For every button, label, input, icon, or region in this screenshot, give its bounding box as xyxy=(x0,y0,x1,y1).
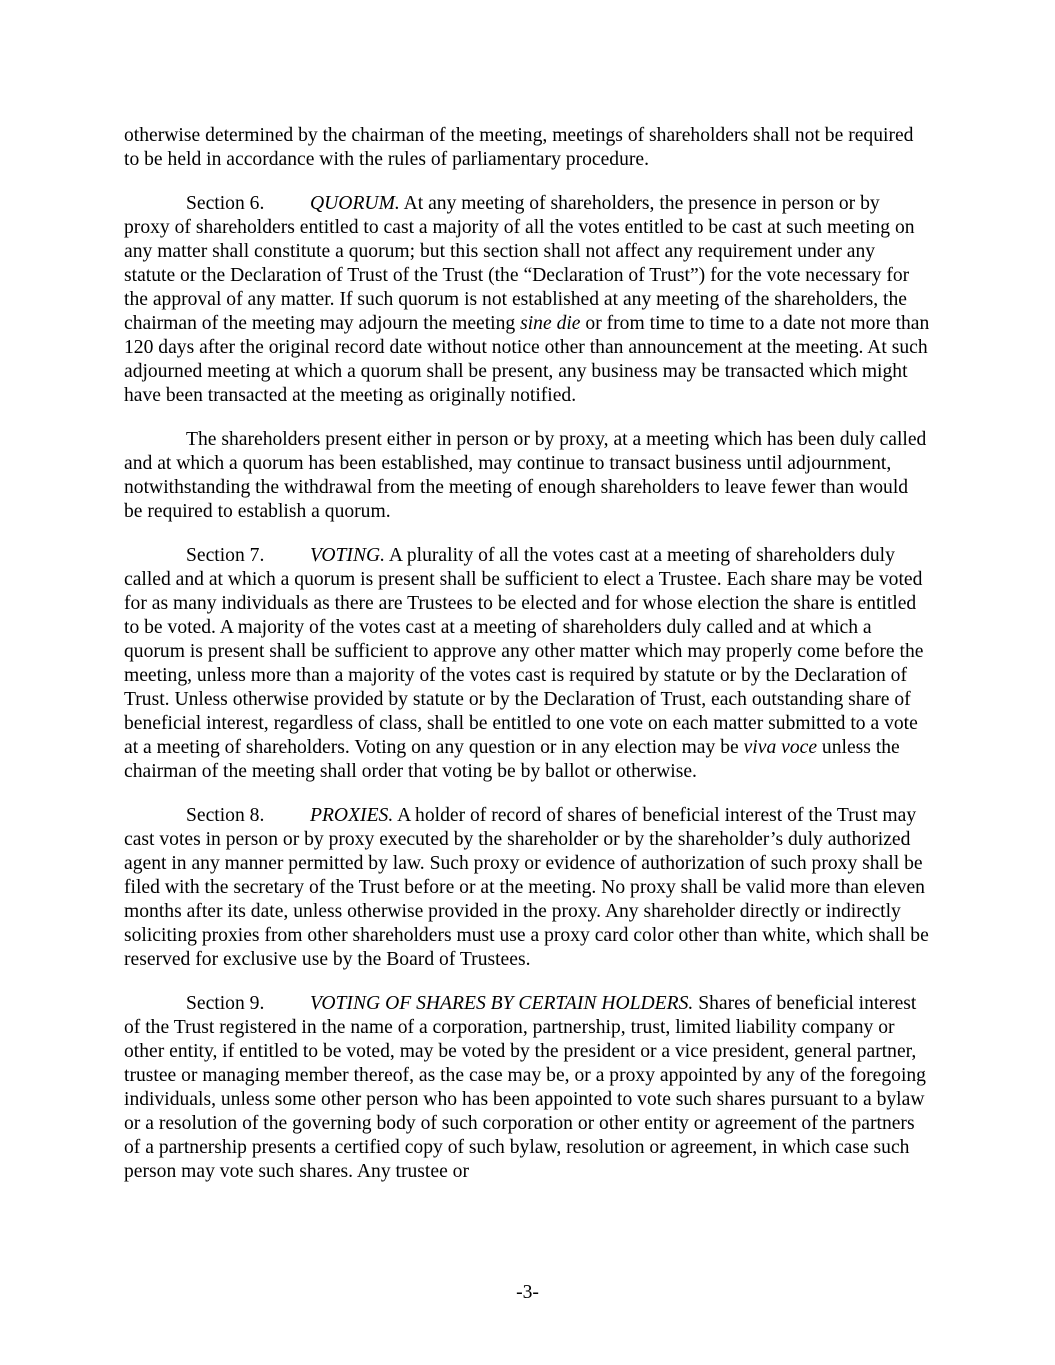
italic-phrase: viva voce xyxy=(743,737,818,758)
italic-phrase: sine die xyxy=(520,313,581,334)
section-label: Section 9. xyxy=(186,993,265,1014)
section-text: unless the chairman of the meeting shall order that voting be by ballot or otherwise. xyxy=(124,737,900,782)
section-text: Shares of beneficial interest of the Trust registered in the name of a corporation, partnership, trust, limited liability company or other entity, if entitled to be voted, may be voted by the president or a vice president, general partner, trustee or managing member thereof, as the case may be, or a proxy appointed by any of the foregoing individuals, unless some other person who has been appointed to vote such shares pursuant to a bylaw or a resolution of the governing body of such corporation or other entity or agreement of the partners of a partnership presents a certified copy of such bylaw, resolution or agreement, in which case such person may vote such shares. Any trustee or xyxy=(124,993,926,1182)
paragraph-continuation xyxy=(124,124,930,172)
quorum-continuation-paragraph xyxy=(124,428,930,524)
section-label: Section 8. xyxy=(186,805,265,826)
section-9-voting-of-shares xyxy=(124,992,930,1184)
section-text: A plurality of all the votes cast at a meeting of shareholders duly called and at which a quorum is present shall be sufficient to elect a Trustee. Each share may be voted for as many individuals as there are Trustees to be elected and for whose election the share is entitled to be voted. A majority of the votes cast at a meeting of shareholders duly called and at which a quorum is present shall be sufficient to approve any other matter which may properly come before the meeting, unless more than a majority of the votes cast is required by statute or by the Declaration of Trust. Unless otherwise provided by statute or by the Declaration of Trust, each outstanding share of beneficial interest, regardless of class, shall be entitled to one vote on each matter submitted to a vote at a meeting of shareholders. Voting on any question or in any election may be xyxy=(124,545,924,758)
section-8-proxies xyxy=(124,804,930,972)
section-title: VOTING. xyxy=(310,545,386,566)
section-title: VOTING OF SHARES BY CERTAIN HOLDERS. xyxy=(310,993,694,1014)
section-title: QUORUM. xyxy=(310,193,400,214)
section-label: Section 7. xyxy=(186,545,265,566)
document-body xyxy=(124,124,930,1204)
page-number: -3- xyxy=(516,1282,539,1303)
section-text: or from time to time to a date not more than 120 days after the original record date without notice other than announcement at the meeting. At such adjourned meeting at which a quorum shall be present, any business may be transacted which might have been transacted at the meeting as originally notified. xyxy=(124,313,930,406)
section-text: A holder of record of shares of beneficial interest of the Trust may cast votes in person or by proxy executed by the shareholder or by the shareholder’s duly authorized agent in any manner permitted by law. Such proxy or evidence of authorization of such proxy shall be filed with the secretary of the Trust before or at the meeting. No proxy shall be valid more than eleven months after its date, unless otherwise provided in the proxy. Any shareholder directly or indirectly soliciting proxies from other shareholders must use a proxy card color other than white, which shall be reserved for exclusive use by the Board of Trustees. xyxy=(124,805,929,970)
paragraph-text: otherwise determined by the chairman of the meeting, meetings of shareholders shall not be required to be held in accordance with the rules of parliamentary procedure. xyxy=(124,125,914,170)
section-7-voting xyxy=(124,544,930,784)
section-6-quorum xyxy=(124,192,930,408)
section-title: PROXIES. xyxy=(310,805,394,826)
section-text: At any meeting of shareholders, the presence in person or by proxy of shareholders entitled to cast a majority of all the votes entitled to be cast at such meeting on any matter shall constitute a quorum; but this section shall not affect any requirement under any statute or the Declaration of Trust of the Trust (the “Declaration of Trust”) for the vote necessary for the approval of any matter. If such quorum is not established at any meeting of the shareholders, the chairman of the meeting may adjourn the meeting xyxy=(124,193,915,334)
paragraph-text: The shareholders present either in person or by proxy, at a meeting which has been duly called and at which a quorum has been established, may continue to transact business until adjournment, notwithstanding the withdrawal from the meeting of enough shareholders to leave fewer than would be required to establish a quorum. xyxy=(124,429,927,522)
section-label: Section 6. xyxy=(186,193,265,214)
